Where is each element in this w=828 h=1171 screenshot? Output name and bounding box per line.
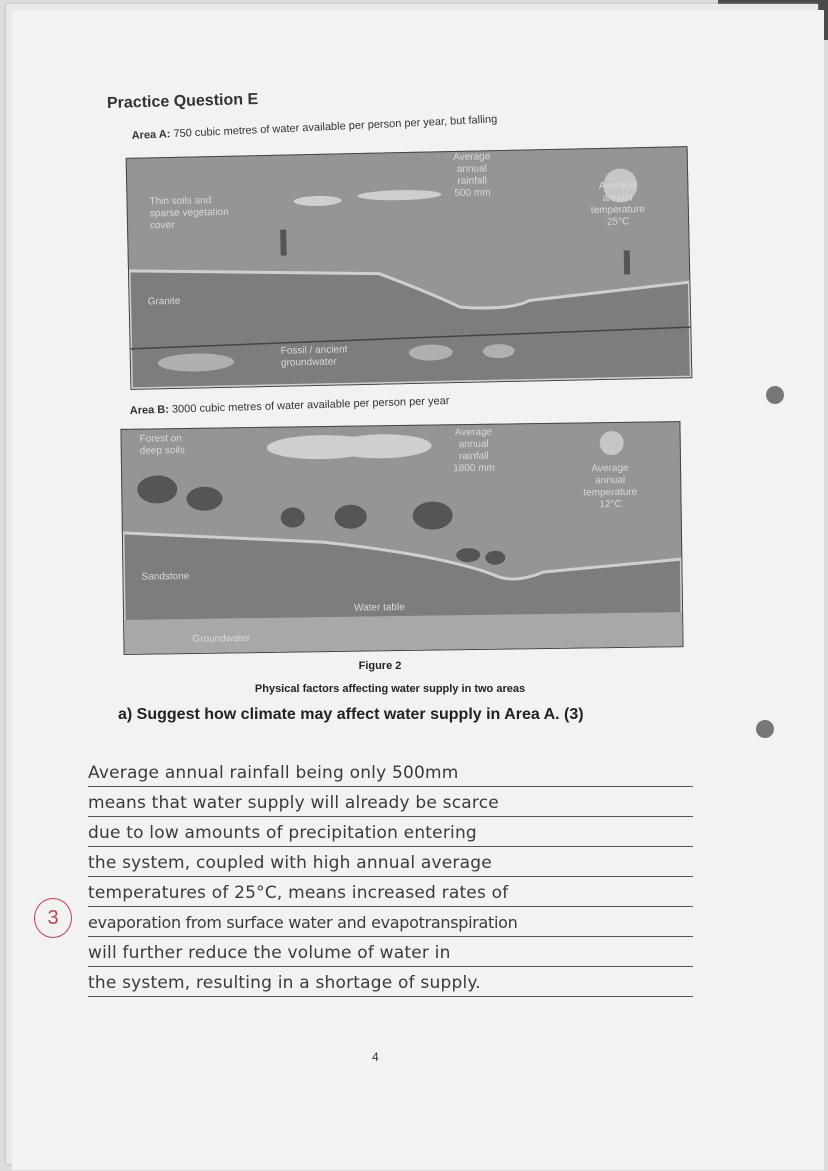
area-a-soils-label: Thin soils and sparse vegetation cover xyxy=(149,195,229,232)
punch-hole xyxy=(756,720,774,738)
area-b-caption-label: Area B: xyxy=(129,403,170,417)
area-b-rock-label: Sandstone xyxy=(141,570,190,583)
area-a-groundwater-label: Fossil / ancient groundwater xyxy=(280,344,348,369)
area-a-diagram xyxy=(126,146,693,390)
punch-hole xyxy=(766,386,784,404)
area-a-rainfall-label: Average annual rainfall 500 mm xyxy=(453,151,491,200)
answer-line: Average annual rainfall being only 500mm xyxy=(88,760,693,787)
area-b-caption-text: 3000 cubic metres of water available per person per year xyxy=(171,394,450,416)
area-b-water-table-label: Water table xyxy=(353,601,405,614)
answer-line: evaporation from surface water and evapotranspiration xyxy=(88,910,693,937)
area-b-temperature-label: Average annual temperature 12°C xyxy=(583,462,638,511)
answer-line: due to low amounts of precipitation entering xyxy=(88,820,693,847)
answer-line: will further reduce the volume of water in xyxy=(88,940,693,967)
figure-caption: Physical factors affecting water supply in two areas xyxy=(254,683,526,695)
answer-line: means that water supply will already be scarce xyxy=(88,790,693,817)
area-a-temperature-label: Average annual temperature 25°C xyxy=(590,180,645,228)
teacher-mark: 3 xyxy=(34,898,72,938)
area-a-caption-label: Area A: xyxy=(131,128,171,142)
cactus-icon xyxy=(624,250,631,274)
area-a-rock-label: Granite xyxy=(147,295,181,308)
question-a: a) Suggest how climate may affect water supply in Area A. (3) xyxy=(118,706,584,723)
area-b-groundwater-label: Groundwater xyxy=(192,633,251,645)
area-a-caption-text: 750 cubic metres of water available per person per year, but falling xyxy=(173,113,498,141)
answer-line: the system, coupled with high annual average xyxy=(88,850,693,877)
answer-line: the system, resulting in a shortage of supply. xyxy=(88,970,693,997)
area-b-landscape xyxy=(121,422,682,654)
area-b-rainfall-label: Average annual rainfall 1800 mm xyxy=(453,426,495,475)
answer-line: temperatures of 25°C, means increased rates of xyxy=(88,880,693,907)
area-b-diagram xyxy=(120,421,683,655)
page-number: 4 xyxy=(372,1050,379,1064)
cactus-icon xyxy=(280,230,287,256)
figure-number: Figure 2 xyxy=(358,660,402,672)
page-title: Practice Question E xyxy=(106,91,259,112)
area-b-forest-label: Forest on deep soils xyxy=(139,433,185,457)
